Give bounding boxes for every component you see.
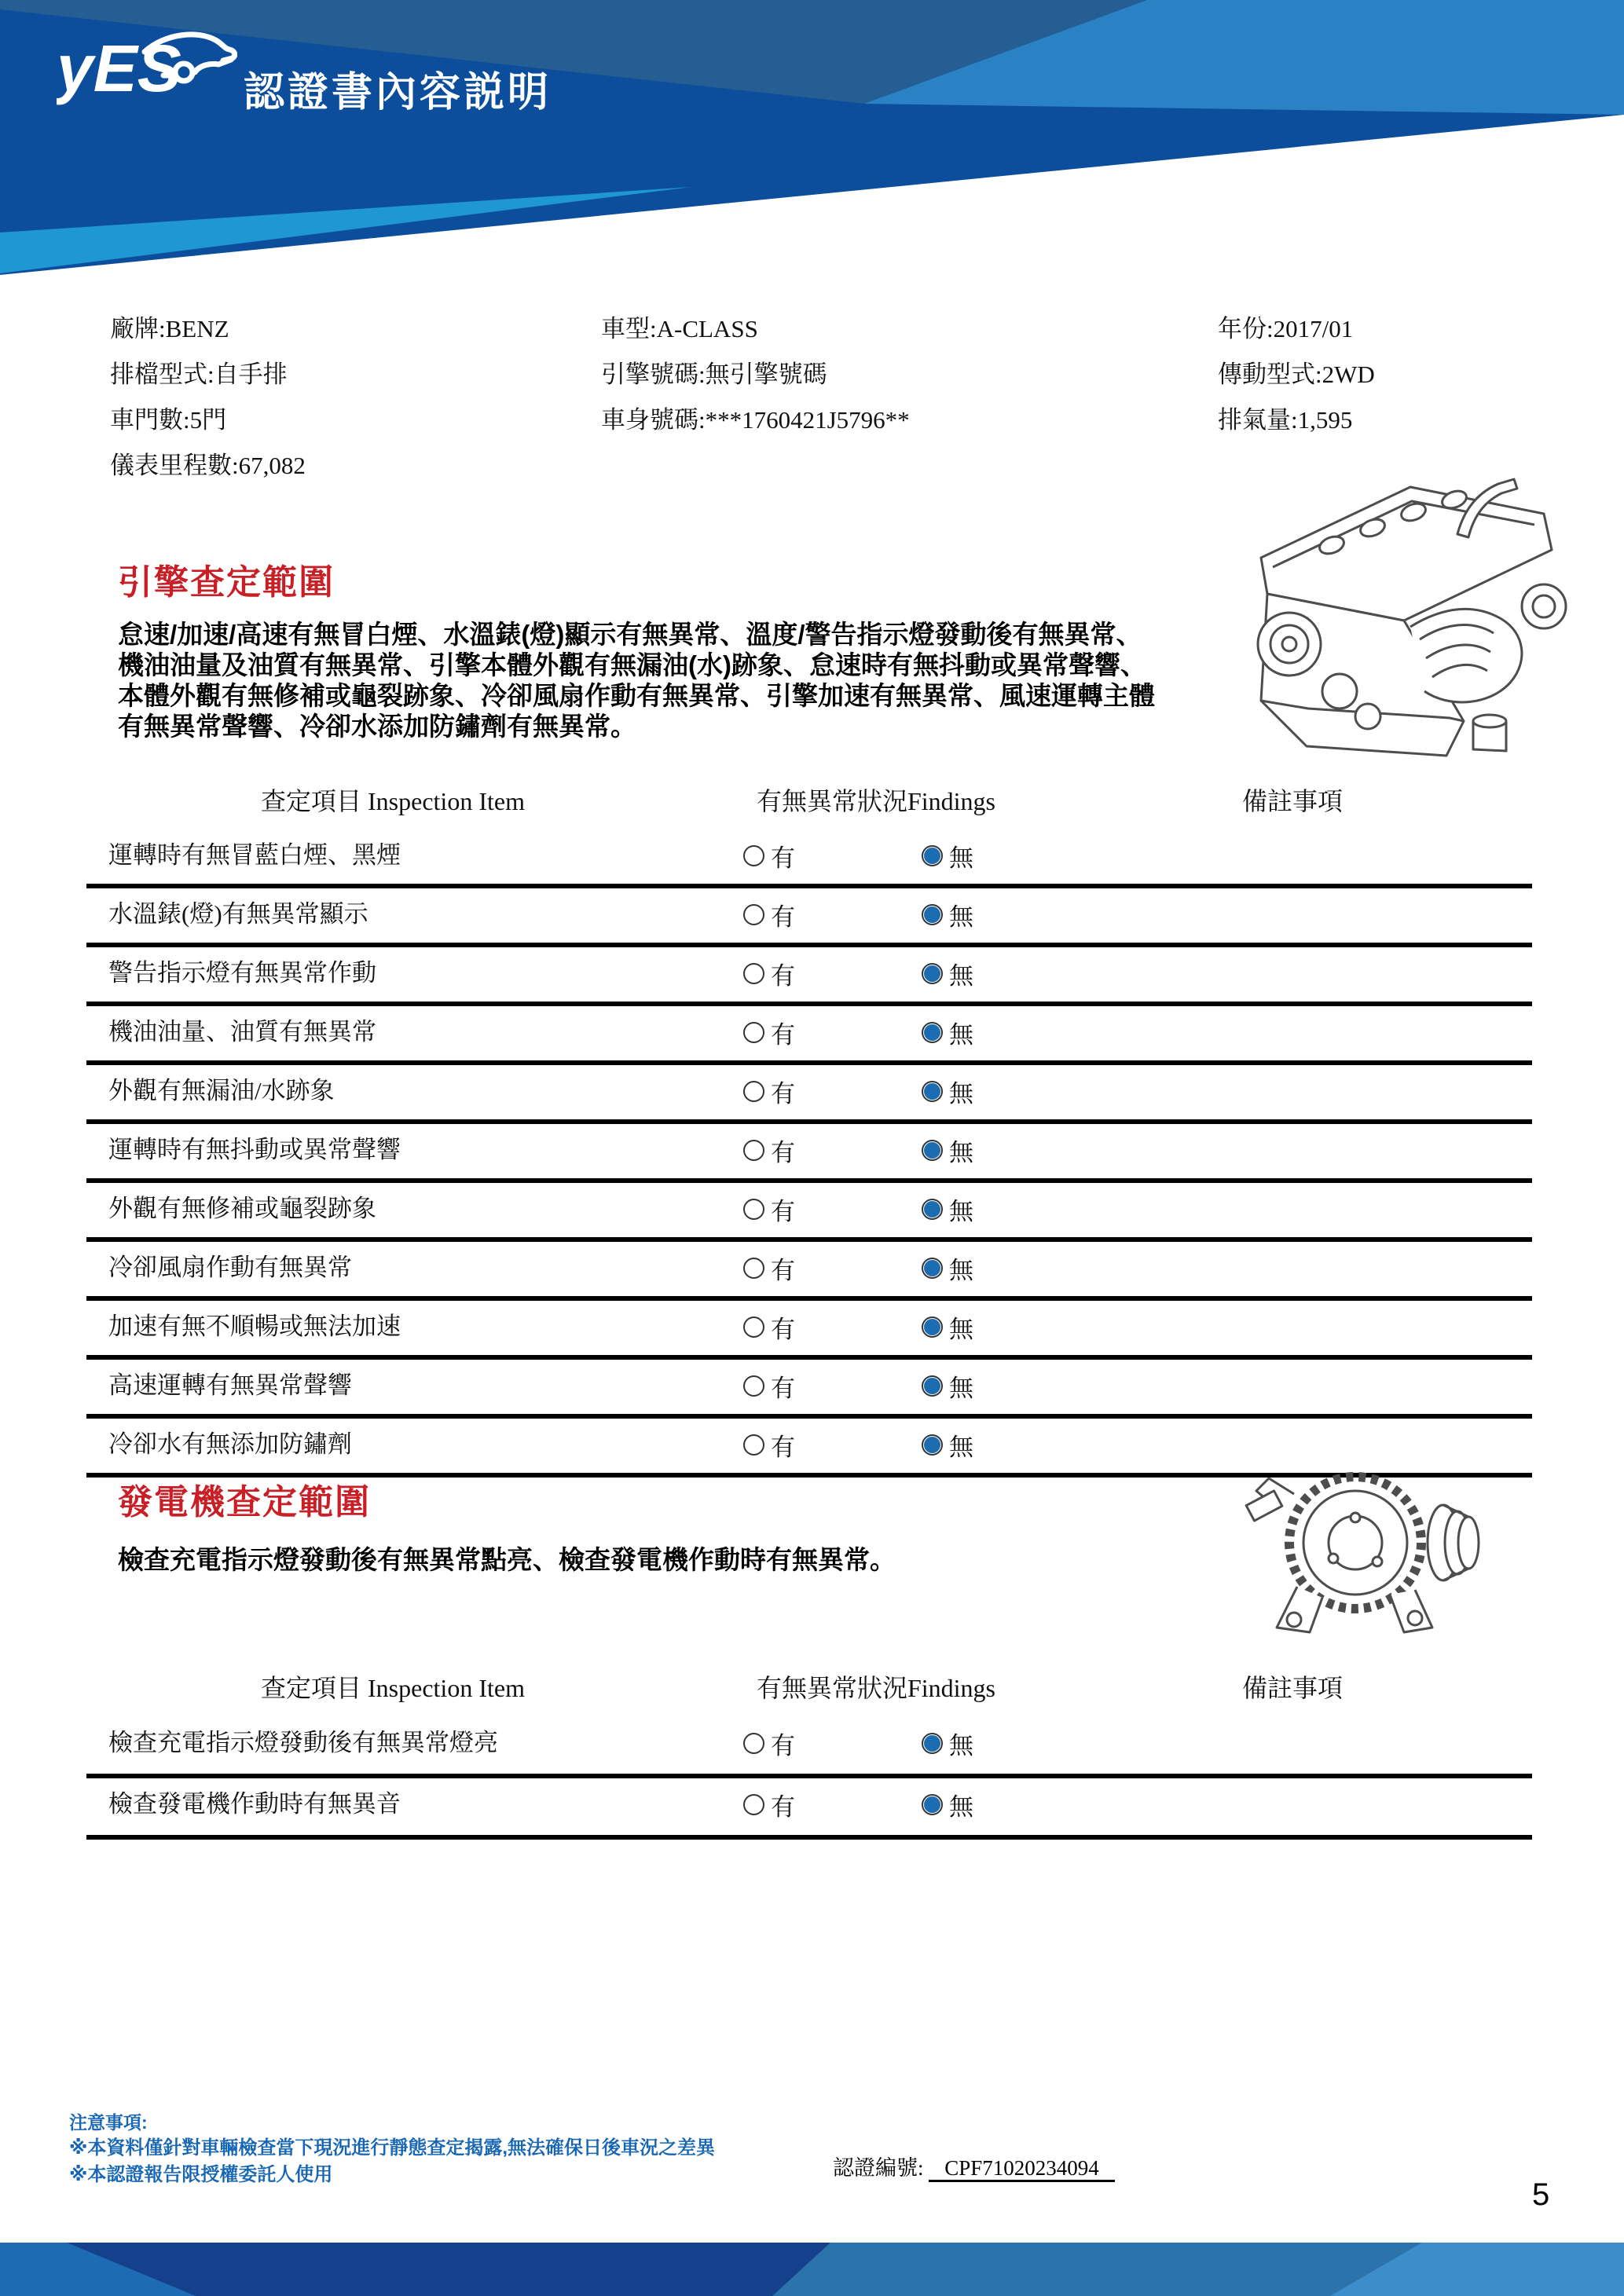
radio-no-icon[interactable]	[922, 1375, 943, 1397]
table-row	[86, 947, 1532, 1006]
footer-bar	[0, 2243, 1624, 2296]
radio-no-icon[interactable]	[922, 1434, 943, 1456]
radio-no-label: 無	[949, 1792, 973, 1821]
column-header-inspection-item: 查定項目 Inspection Item	[261, 1674, 525, 1702]
finding-yes-option[interactable]	[743, 1717, 795, 1769]
radio-no-icon[interactable]	[922, 1316, 943, 1338]
vehicle-info-line: 引擎號碼:無引擎號碼	[601, 361, 827, 388]
table-row	[86, 1124, 1532, 1183]
yes-logo-text: yES	[57, 31, 181, 105]
finding-yes-option[interactable]	[743, 1124, 795, 1176]
finding-yes-option[interactable]	[743, 1301, 795, 1353]
inspection-item-label: 警告指示燈有無異常作動	[108, 959, 376, 987]
radio-yes-icon[interactable]	[743, 1794, 764, 1815]
radio-no-label: 無	[949, 1433, 973, 1461]
vehicle-info-line: 車身號碼:***1760421J5796**	[601, 406, 910, 434]
engine-section-description	[118, 619, 1241, 742]
generator-section-description: 檢查充電指示燈發動後有無異常點亮、檢查發電機作動時有無異常。	[118, 1545, 896, 1574]
finding-no-option[interactable]	[922, 1360, 973, 1412]
engine-section-heading: 引擎查定範圍	[118, 563, 335, 602]
yes-logo	[57, 28, 237, 107]
finding-no-option[interactable]	[922, 1301, 973, 1353]
radio-yes-label: 有	[771, 1433, 795, 1461]
finding-yes-option[interactable]	[743, 888, 795, 940]
radio-yes-icon[interactable]	[743, 1375, 764, 1397]
notice-line: ※本認證報告限授權委託人使用	[69, 2164, 333, 2185]
radio-yes-label: 有	[771, 1079, 795, 1108]
radio-yes-icon[interactable]	[743, 963, 764, 984]
radio-no-icon[interactable]	[922, 845, 943, 866]
vehicle-info-column-3	[1218, 306, 1375, 443]
inspection-item-label: 冷卻風扇作動有無異常	[108, 1254, 352, 1281]
generator-section-heading: 發電機查定範圍	[118, 1483, 371, 1522]
finding-no-option[interactable]	[922, 1065, 973, 1117]
notice-list	[69, 2135, 715, 2188]
column-header-notes: 備註事項	[1241, 787, 1343, 815]
radio-yes-icon[interactable]	[743, 1199, 764, 1220]
radio-no-icon[interactable]	[922, 1794, 943, 1815]
inspection-item-label: 水溫錶(燈)有無異常顯示	[108, 900, 368, 928]
page-title: 認證書內容説明	[244, 69, 552, 115]
radio-yes-icon[interactable]	[743, 1140, 764, 1161]
finding-yes-option[interactable]	[743, 829, 795, 881]
finding-yes-option[interactable]	[743, 1183, 795, 1235]
radio-yes-label: 有	[771, 844, 795, 872]
certificate-number-line	[833, 2151, 1115, 2181]
vehicle-info-line: 儀表里程數:67,082	[110, 452, 306, 479]
radio-no-icon[interactable]	[922, 963, 943, 984]
finding-yes-option[interactable]	[743, 1242, 795, 1294]
radio-no-icon[interactable]	[922, 1081, 943, 1102]
column-header-notes: 備註事項	[1241, 1674, 1343, 1702]
radio-yes-icon[interactable]	[743, 1081, 764, 1102]
radio-no-icon[interactable]	[922, 1199, 943, 1220]
table-row	[86, 1717, 1532, 1778]
engine-inspection-table	[86, 829, 1532, 1478]
radio-no-label: 無	[949, 1374, 973, 1402]
radio-no-label: 無	[949, 1197, 973, 1225]
radio-yes-icon[interactable]	[743, 1316, 764, 1338]
finding-no-option[interactable]	[922, 1006, 973, 1058]
notice-title: 注意事項:	[69, 2112, 148, 2133]
radio-no-label: 無	[949, 1315, 973, 1343]
table-row	[86, 1242, 1532, 1301]
table-row	[86, 1360, 1532, 1419]
radio-yes-label: 有	[771, 1374, 795, 1402]
header-banner	[0, 0, 1624, 283]
description-line: 有無異常聲響、冷卻水添加防鏽劑有無異常。	[118, 712, 636, 741]
engine-table-header	[0, 782, 1624, 816]
column-header-findings: 有無異常狀況Findings	[756, 787, 996, 815]
inspection-item-label: 加速有無不順暢或無法加速	[108, 1313, 401, 1340]
finding-no-option[interactable]	[922, 888, 973, 940]
vehicle-info-line: 年份:2017/01	[1218, 315, 1354, 342]
radio-no-label: 無	[949, 844, 973, 872]
finding-no-option[interactable]	[922, 1778, 973, 1830]
alternator-illustration	[1222, 1463, 1512, 1645]
description-line: 怠速/加速/高速有無冒白煙、水溫錶(燈)顯示有無異常、溫度/警告指示燈發動後有無異常、	[118, 620, 1142, 649]
inspection-item-label: 冷卻水有無添加防鏽劑	[108, 1430, 352, 1458]
page-number: 5	[1532, 2177, 1550, 2212]
finding-yes-option[interactable]	[743, 1778, 795, 1830]
radio-yes-icon[interactable]	[743, 1022, 764, 1043]
radio-no-icon[interactable]	[922, 1258, 943, 1279]
table-row	[86, 888, 1532, 947]
radio-yes-label: 有	[771, 1020, 795, 1049]
radio-yes-label: 有	[771, 903, 795, 931]
certificate-number-value: CPF71020234094	[929, 2156, 1115, 2182]
table-row	[86, 1301, 1532, 1360]
finding-no-option[interactable]	[922, 1717, 973, 1769]
radio-yes-label: 有	[771, 1792, 795, 1821]
radio-no-label: 無	[949, 903, 973, 931]
radio-no-label: 無	[949, 1256, 973, 1284]
vehicle-info-column-2	[601, 306, 910, 443]
radio-yes-label: 有	[771, 1138, 795, 1166]
inspection-item-label: 外觀有無修補或龜裂跡象	[108, 1195, 376, 1222]
radio-no-icon[interactable]	[922, 1733, 943, 1754]
finding-yes-option[interactable]	[743, 1065, 795, 1117]
vehicle-info-column-1	[110, 306, 306, 489]
vehicle-info-line: 排氣量:1,595	[1218, 406, 1353, 434]
table-row	[86, 829, 1532, 888]
radio-no-icon[interactable]	[922, 1140, 943, 1161]
finding-yes-option[interactable]	[743, 1006, 795, 1058]
inspection-item-label: 運轉時有無冒藍白煙、黑煙	[108, 841, 401, 869]
vehicle-info-line: 車型:A-CLASS	[601, 315, 758, 342]
description-line: 機油油量及油質有無異常、引擎本體外觀有無漏油(水)跡象、怠速時有無抖動或異常聲響、	[118, 650, 1146, 679]
table-row	[86, 1183, 1532, 1242]
finding-no-option[interactable]	[922, 1183, 973, 1235]
finding-no-option[interactable]	[922, 1419, 973, 1470]
radio-no-label: 無	[949, 1731, 973, 1760]
radio-yes-label: 有	[771, 1731, 795, 1760]
notice-line: ※本資料僅針對車輛檢查當下現況進行靜態查定揭露,無法確保日後車況之差異	[69, 2137, 715, 2159]
radio-yes-icon[interactable]	[743, 1258, 764, 1279]
inspection-item-label: 檢查充電指示燈發動後有無異常燈亮	[108, 1729, 498, 1756]
description-line: 本體外觀有無修補或龜裂跡象、冷卻風扇作動有無異常、引擎加速有無異常、風速運轉主體	[118, 681, 1155, 710]
radio-no-label: 無	[949, 1079, 973, 1108]
engine-illustration	[1214, 441, 1591, 764]
radio-no-label: 無	[949, 961, 973, 990]
radio-yes-label: 有	[771, 961, 795, 990]
vehicle-info-line: 車門數:5門	[110, 406, 227, 434]
finding-no-option[interactable]	[922, 1242, 973, 1294]
finding-no-option[interactable]	[922, 947, 973, 999]
radio-yes-icon[interactable]	[743, 1733, 764, 1754]
radio-no-label: 無	[949, 1020, 973, 1049]
inspection-item-label: 高速運轉有無異常聲響	[108, 1371, 352, 1399]
radio-no-label: 無	[949, 1138, 973, 1166]
inspection-item-label: 外觀有無漏油/水跡象	[108, 1077, 335, 1104]
table-row	[86, 1065, 1532, 1124]
radio-yes-label: 有	[771, 1315, 795, 1343]
generator-table-header	[0, 1668, 1624, 1703]
radio-yes-icon[interactable]	[743, 845, 764, 866]
certificate-number-label: 認證編號:	[833, 2156, 924, 2180]
radio-no-icon[interactable]	[922, 904, 943, 925]
radio-yes-icon[interactable]	[743, 904, 764, 925]
table-row	[86, 1778, 1532, 1840]
radio-yes-label: 有	[771, 1256, 795, 1284]
finding-yes-option[interactable]	[743, 1360, 795, 1412]
vehicle-info-line: 傳動型式:2WD	[1218, 361, 1375, 388]
inspection-item-label: 機油油量、油質有無異常	[108, 1018, 376, 1045]
radio-yes-icon[interactable]	[743, 1434, 764, 1456]
finding-no-option[interactable]	[922, 829, 973, 881]
table-row	[86, 1006, 1532, 1065]
banner-background-shapes	[0, 0, 1624, 283]
finding-yes-option[interactable]	[743, 947, 795, 999]
inspection-item-label: 運轉時有無抖動或異常聲響	[108, 1136, 401, 1163]
column-header-findings: 有無異常狀況Findings	[756, 1674, 996, 1702]
vehicle-info-line: 排檔型式:自手排	[110, 361, 288, 388]
finding-yes-option[interactable]	[743, 1419, 795, 1470]
column-header-inspection-item: 查定項目 Inspection Item	[261, 787, 525, 815]
vehicle-info-line: 廠牌:BENZ	[110, 315, 229, 342]
radio-yes-label: 有	[771, 1197, 795, 1225]
radio-no-icon[interactable]	[922, 1022, 943, 1043]
inspection-item-label: 檢查發電機作動時有無異音	[108, 1790, 401, 1818]
generator-inspection-table	[86, 1717, 1532, 1840]
finding-no-option[interactable]	[922, 1124, 973, 1176]
